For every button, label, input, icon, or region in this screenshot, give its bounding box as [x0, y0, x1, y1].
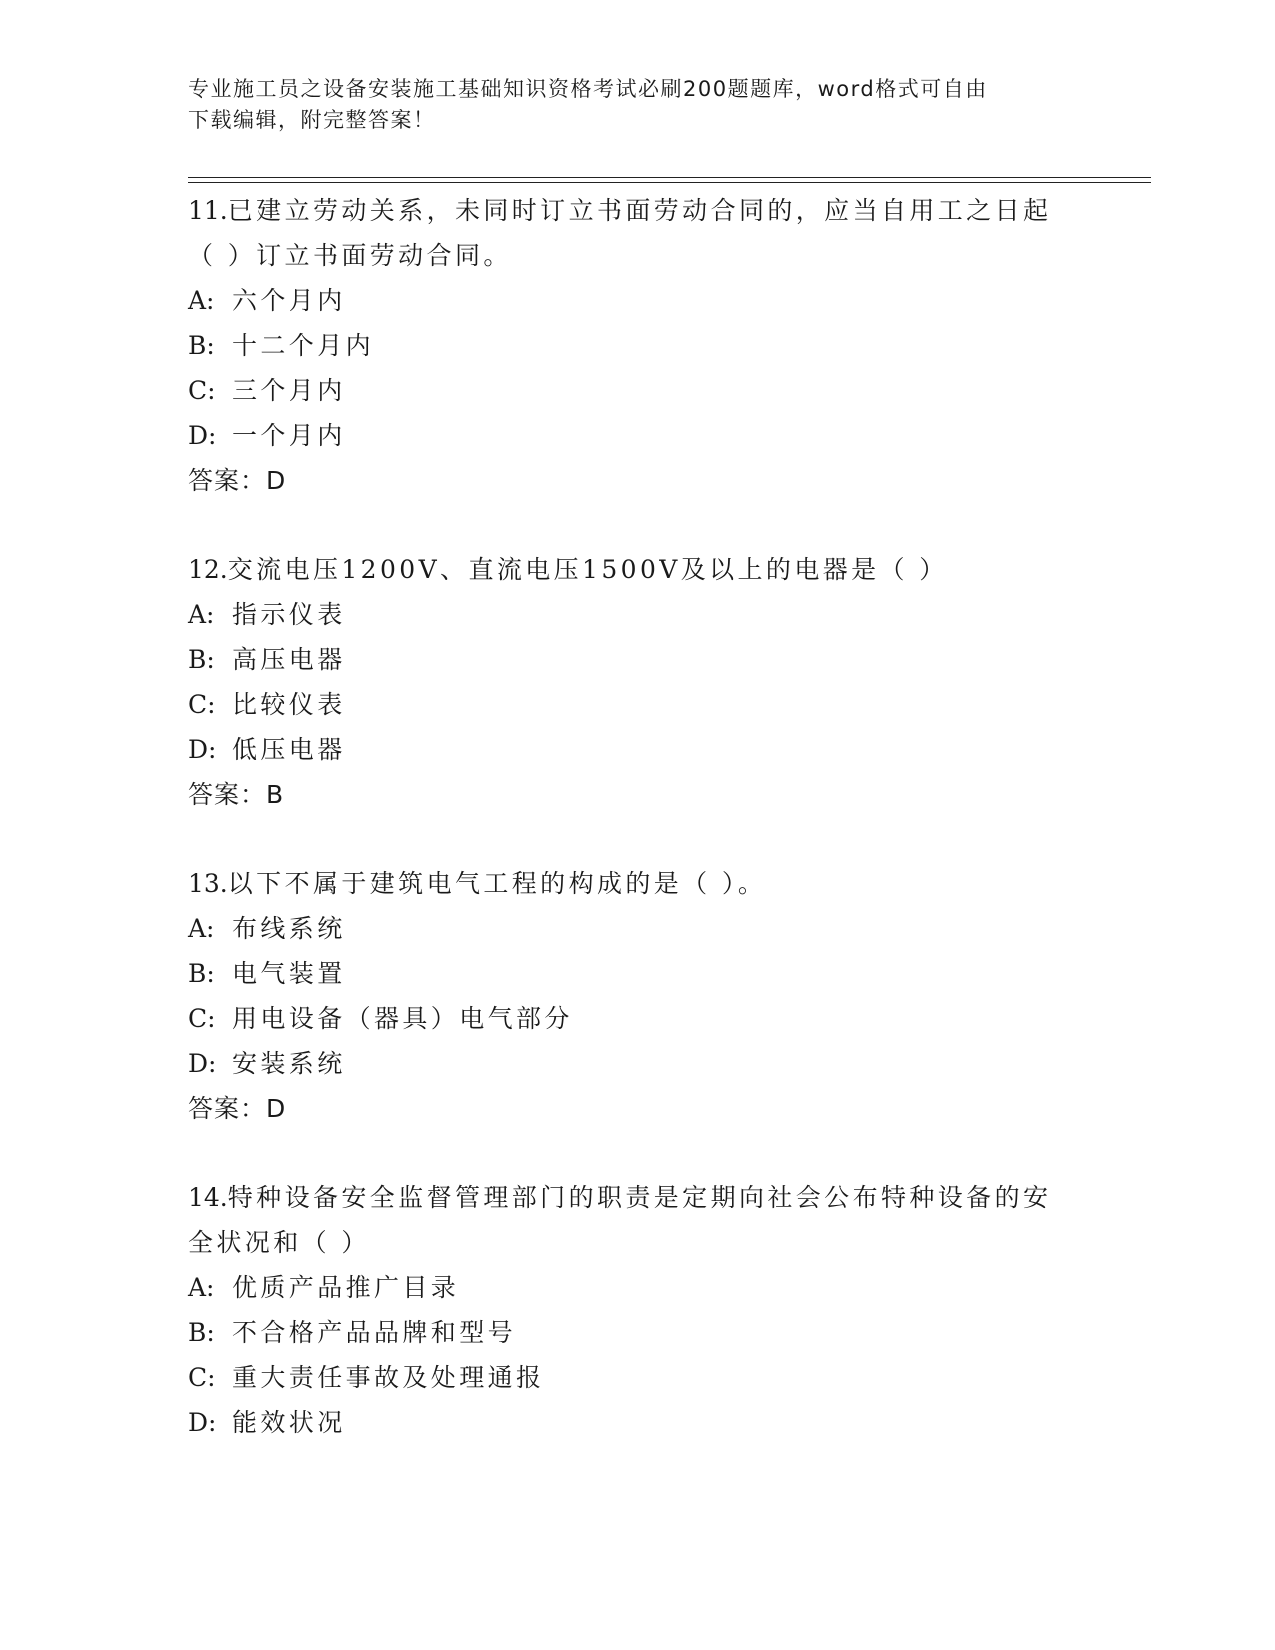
question-text-line-2: （ ）订立书面劳动合同。	[188, 241, 512, 270]
question-14	[188, 1175, 1088, 1445]
option-c	[188, 996, 1088, 1041]
header-divider-top	[188, 177, 1151, 178]
option-text: 高压电器	[232, 645, 346, 674]
option-a	[188, 592, 1088, 637]
option-key: C:	[188, 376, 216, 405]
option-key: D:	[188, 735, 217, 764]
option-text: 能效状况	[232, 1408, 346, 1437]
option-text: 电气装置	[232, 959, 346, 988]
question-stem	[188, 1175, 1088, 1220]
option-key: A:	[188, 914, 215, 943]
option-text: 重大责任事故及处理通报	[232, 1363, 545, 1392]
question-text-line-1: 以下不属于建筑电气工程的构成的是（ ）。	[227, 869, 767, 898]
option-text: 不合格产品品牌和型号	[232, 1318, 517, 1347]
header-line-2: 下载编辑，附完整答案！	[188, 108, 436, 132]
option-a	[188, 278, 1088, 323]
question-text-line-1: 特种设备安全监督管理部门的职责是定期向社会公布特种设备的安	[227, 1183, 1052, 1212]
option-key: C:	[188, 1363, 216, 1392]
answer-line: 答案：D	[188, 466, 287, 495]
question-list	[188, 188, 1088, 1489]
option-b	[188, 1310, 1088, 1355]
option-key: C:	[188, 690, 216, 719]
question-11	[188, 188, 1088, 503]
option-key: B:	[188, 331, 215, 360]
question-text-line-2: 全状况和（ ）	[188, 1228, 370, 1257]
option-key: A:	[188, 286, 215, 315]
option-d	[188, 1041, 1088, 1086]
option-key: A:	[188, 1273, 215, 1302]
header-line-1: 专业施工员之设备安装施工基础知识资格考试必刷200题题库，word格式可自由	[188, 77, 988, 101]
question-13	[188, 861, 1088, 1131]
question-number: 12.	[188, 555, 228, 584]
option-text: 低压电器	[232, 735, 346, 764]
question-stem	[188, 861, 1088, 906]
option-c	[188, 1355, 1088, 1400]
question-text-line-1: 已建立劳动关系，未同时订立书面劳动合同的，应当自用工之日起	[227, 196, 1052, 225]
answer-line: 答案：D	[188, 1094, 287, 1123]
option-text: 三个月内	[232, 376, 346, 405]
option-key: A:	[188, 600, 215, 629]
question-stem	[188, 547, 1088, 592]
document-header	[188, 74, 1068, 136]
option-text: 指示仪表	[232, 600, 346, 629]
option-text: 优质产品推广目录	[232, 1273, 460, 1302]
option-text: 六个月内	[232, 286, 346, 315]
question-number: 11.	[188, 196, 228, 225]
option-text: 布线系统	[232, 914, 346, 943]
option-b	[188, 323, 1088, 368]
option-text: 安装系统	[232, 1049, 346, 1078]
option-text: 用电设备（器具）电气部分	[232, 1004, 573, 1033]
option-c	[188, 682, 1088, 727]
question-12	[188, 547, 1088, 817]
option-key: B:	[188, 959, 215, 988]
option-key: B:	[188, 1318, 215, 1347]
header-divider-bottom	[188, 182, 1151, 183]
option-text: 十二个月内	[232, 331, 375, 360]
option-a	[188, 906, 1088, 951]
question-text-line-1: 交流电压1200V、直流电压1500V及以上的电器是（ ）	[227, 555, 948, 584]
option-text: 比较仪表	[232, 690, 346, 719]
option-d	[188, 727, 1088, 772]
option-key: C:	[188, 1004, 216, 1033]
option-text: 一个月内	[232, 421, 346, 450]
option-key: D:	[188, 1049, 217, 1078]
question-stem	[188, 188, 1088, 233]
option-a	[188, 1265, 1088, 1310]
option-key: D:	[188, 1408, 217, 1437]
question-number: 14.	[188, 1183, 228, 1212]
option-key: D:	[188, 421, 217, 450]
option-c	[188, 368, 1088, 413]
option-d	[188, 413, 1088, 458]
option-b	[188, 951, 1088, 996]
question-number: 13.	[188, 869, 228, 898]
option-key: B:	[188, 645, 215, 674]
answer-line: 答案：B	[188, 780, 285, 809]
option-b	[188, 637, 1088, 682]
option-d	[188, 1400, 1088, 1445]
